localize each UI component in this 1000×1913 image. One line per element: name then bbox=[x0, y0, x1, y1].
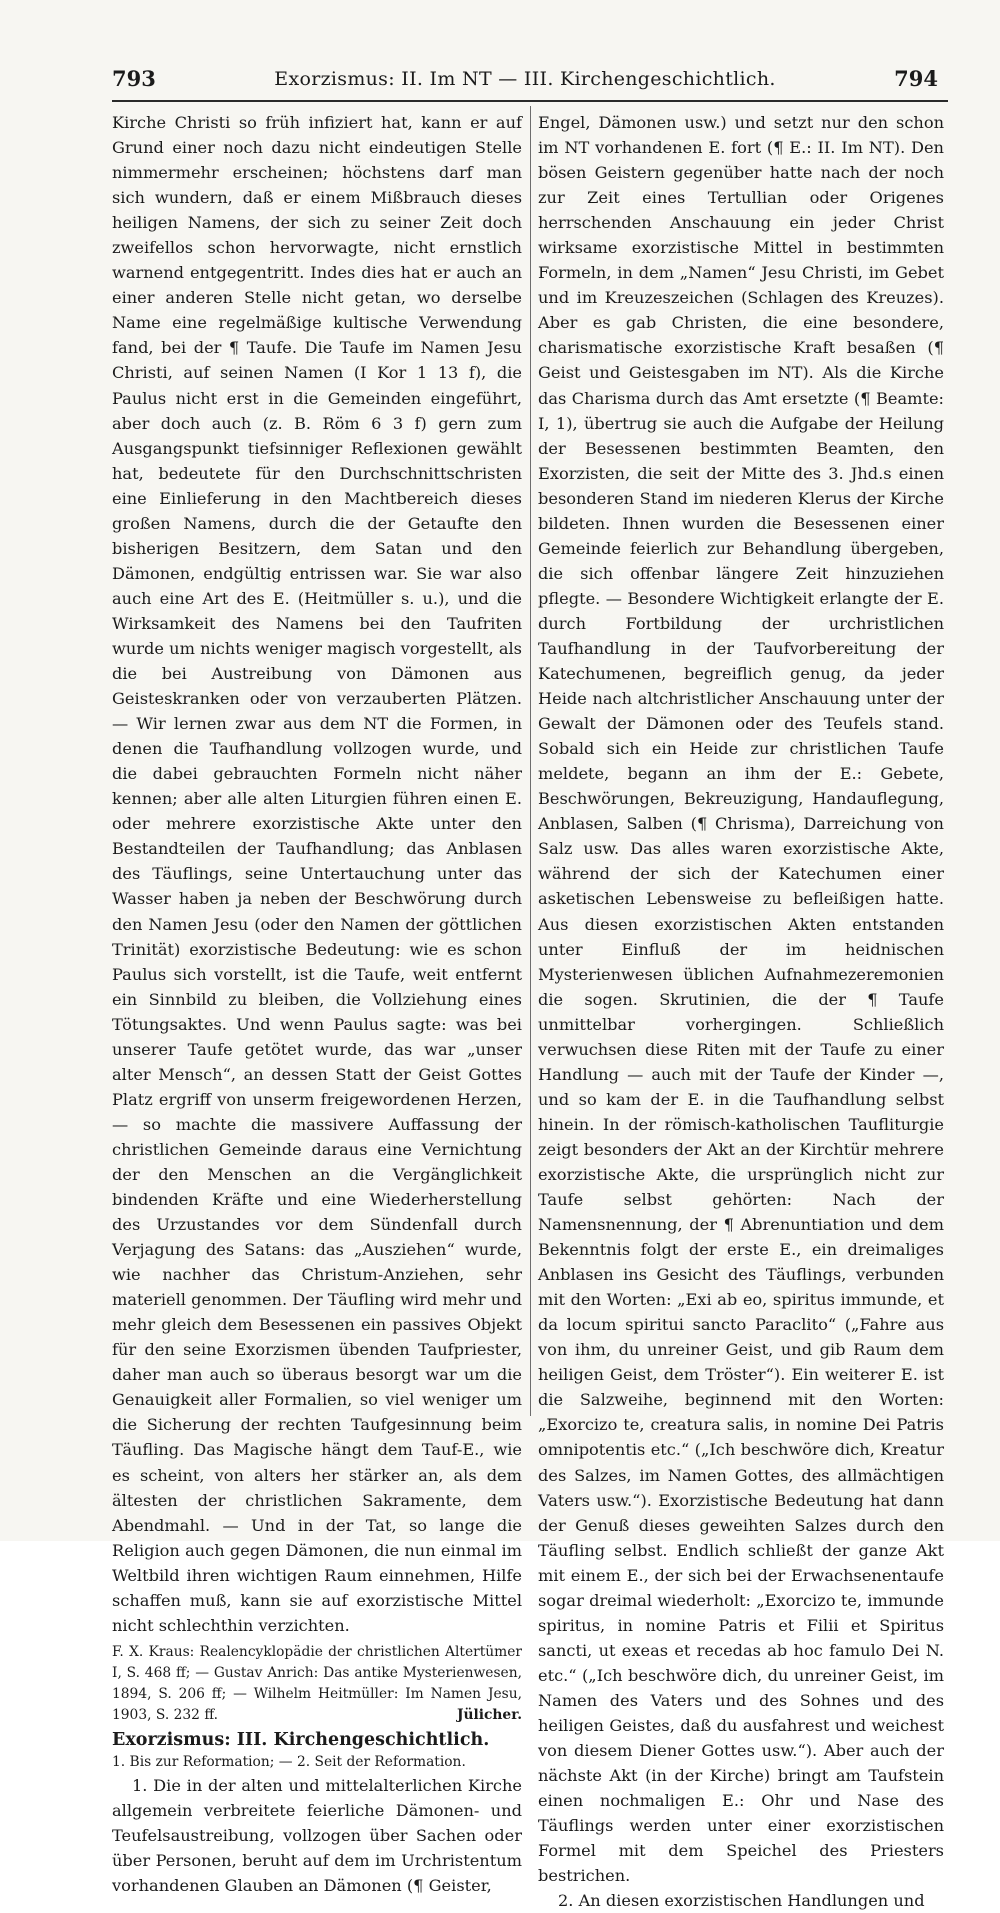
section-body-text: 1. Die in der alten und mittelalterlichen Kirche allgemein verbreitete feierliche Dämonen- und Teufelsaustreibung, vollzogen über Sachen oder über Personen, beruht auf dem im Urchristentum vorhandenen Glauben an Dämonen (¶ Geister, bbox=[112, 1775, 522, 1896]
section-title: Exorzismus: III. Kirchengeschichtlich. bbox=[112, 1729, 490, 1750]
next-paragraph-text: 2. An diesen exorzistischen Handlungen und bbox=[558, 1891, 925, 1911]
left-body-text: Kirche Christi so früh infiziert hat, kann er auf Grund einer noch dazu nicht eindeutigen Stelle nimmermehr erscheinen; höchstens darf man sich wundern, daß er einem Mißbrauch dieses heiligen Namens, der sich zu seiner Zeit doch zweifellos schon hervorwagte, nicht ernstlich warnend entgegentritt. Indes dies hat er auch an einer anderen Stelle nicht getan, wo derselbe Name eine regelmäßige kultische Verwendung fand, bei der ¶ Taufe. Die Taufe im Namen Jesu Christi, auf seinen Namen (I Kor 1 13 f), die Paulus nicht erst in die Gemeinden eingeführt, aber doch auch (z. B. Röm 6 3 f) gern zum Ausgangspunkt tiefsinniger Reflexionen gewählt hat, bedeutete für den Durchschnittschristen eine Einlieferung in den Machtbereich dieses großen Namens, durch die der Getaufte den bisherigen Besitzern, dem Satan und den Dämonen, endgültig entrissen war. Sie war also auch eine Art des E. (Heitmüller s. u.), und die Wirksamkeit des Namens bei den Taufriten wurde um nichts weniger magisch vorgestellt, als die bei Austreibung von Dämonen aus Geisteskranken oder von verzauberten Plätzen. — Wir lernen zwar aus dem NT die Formen, in denen die Taufhandlung vollzogen wurde, und die dabei gebrauchten Formeln nicht näher kennen; aber alle alten Liturgien führen einen E. oder mehrere exorzistische Akte unter den Bestandteilen der Taufhandlung; das Anblasen des Täuflings, seine Untertauchung unter das Wasser haben ja neben der Beschwörung durch den Namen Jesu (oder den Namen der göttlichen Trinität) exorzistische Bedeutung: wie es schon Paulus sich vorstellt, ist die Taufe, weit entfernt ein Sinnbild zu bleiben, die Vollziehung eines Tötungsaktes. Und wenn Paulus sagte: was bei unserer Taufe getötet wurde, das war „unser alter Mensch“, an dessen Statt der Geist Gottes Platz ergriff von unserm freigewordenen Herzen, — so machte die massivere Auffassung der christlichen Gemeinde daraus eine Vernichtung der den Menschen an die Vergänglichkeit bindenden Kräfte und eine Wiederherstellung des Urzustandes vor dem Sündenfall durch Verjagung des Satans: das „Ausziehen“ wurde, wie nachher das Christum-Anziehen, sehr materiell genommen. Der Täufling wird mehr und mehr gleich dem Besessenen ein passives Objekt für den seine Exorzismen übenden Taufpriester, daher man auch so überaus besorgt war um die Genauigkeit aller Formalien, so viel weniger um die Sicherung der rechten Taufgesinnung beim Täufling. Das Magische hängt dem Tauf-E., wie es scheint, von alters her stärker an, als dem ältesten der christlichen Sakramente, dem Abendmahl. — Und in der Tat, so lange die Religion auch gegen Dämonen, die nun einmal im Weltbild ihren wichtigen Raum einnehmen, Hilfe schaffen muß, kann sie auf exorzistische Mittel nicht schlechthin verzichten. bbox=[112, 113, 522, 1635]
page-number-left: 793 bbox=[112, 66, 156, 91]
reference-list: F. X. Kraus: Realencyklopädie der christlichen Altertümer I, S. 468 ff; — Gustav Anrich: Das antike Mysterienwesen, 1894, S. 206 ff; — Wilhelm Heitmüller: Im Namen Jesu, 1903, S. 232 ff. bbox=[112, 1643, 522, 1723]
right-body-text: Engel, Dämonen usw.) und setzt nur den schon im NT vorhandenen E. fort (¶ E.: II. Im NT). Den bösen Geistern gegenüber hatte nach der noch zur Zeit eines Tertullian oder Origenes herrschenden Anschauung ein jeder Christ wirksame exorzistische Mittel in bestimmten Formeln, in dem „Namen“ Jesu Christi, im Gebet und im Kreuzeszeichen (Schlagen des Kreuzes). Aber es gab Christen, die eine besondere, charismatische exorzistische Kraft besaßen (¶ Geist und Geistesgaben im NT). Als die Kirche das Charisma durch das Amt ersetzte (¶ Beamte: I, 1), übertrug sie auch die Aufgabe der Heilung der Besessenen bestimmten Beamten, den Exorzisten, die seit der Mitte des 3. Jhd.s einen besonderen Stand im niederen Klerus der Kirche bildeten. Ihnen wurden die Besessenen einer Gemeinde feierlich zur Behandlung übergeben, die sich offenbar längere Zeit hinzuziehen pflegte. — Besondere Wichtigkeit erlangte der E. durch Fortbildung der urchristlichen Taufhandlung in der Taufvorbereitung der Katechumenen, begreiflich genug, da jeder Heide nach altchristlicher Anschauung unter der Gewalt der Dämonen oder des Teufels stand. Sobald sich ein Heide zur christlichen Taufe meldete, begann an ihm der E.: Gebete, Beschwörungen, Bekreuzigung, Handauflegung, Anblasen, Salben (¶ Chrisma), Darreichung von Salz usw. Das alles waren exorzistische Akte, während der sich der Katechumen einer asketischen Lebensweise zu befleißigen hatte. Aus diesen exorzistischen Akten entstanden unter Einfluß der im heidnischen Mysterienwesen üblichen Aufnahmezeremonien die sogen. Skrutinien, die der ¶ Taufe unmittelbar vorhergingen. Schließlich verwuchsen diese Riten mit der Taufe zu einer Handlung — auch mit der Taufe der Kinder —, und so kam der E. in die Taufhandlung selbst hinein. In der römisch-katholischen Taufliturgie zeigt besonders der Akt an der Kirchtür mehrere exorzistische Akte, die ursprünglich nicht zur Taufe selbst gehörten: Nach der Namensnennung, der ¶ Abrenuntiation und dem Bekenntnis folgt der erste E., ein dreimaliges Anblasen ins Gesicht des Täuflings, verbunden mit den Worten: „Exi ab eo, spiritus immunde, et da locum spiritui sancto Paraclito“ („Fahre aus von ihm, du unreiner Geist, und gib Raum dem heiligen Geist, dem Tröster“). Ein weiterer E. ist die Salzweihe, beginnend mit den Worten: „Exorcizo te, creatura salis, in nomine Dei Patris omnipotentis etc.“ („Ich beschwöre dich, Kreatur des Salzes, im Namen Gottes, des allmächtigen Vaters usw.“). Exorzistische Bedeutung hat dann der Genuß dieses geweihten Salzes durch den Täufling selbst. Endlich schließt der ganze Akt mit einem E., der sich bei der Erwachsenentaufe sogar dreimal wiederholt: „Exorcizo te, immunde spiritus, in nomine Patris et Filii et Spiritus sancti, ut exeas et recedas ab hoc famulo Dei N. etc.“ („Ich beschwöre dich, du unreiner Geist, im Namen des Vaters und des Sohnes und des heiligen Geistes, daß du ausfahrest und weichest von diesem Diener Gottes usw.“). Aber auch der nächste Akt (in der Kirche) bringt am Taufstein einen nochmaligen E.: Ohr und Nase des Täuflings werden unter einer exorzistischen Formel mit dem Speichel des Priesters bestrichen. bbox=[538, 113, 944, 1886]
references bbox=[112, 1642, 522, 1726]
section-subtitle: 1. Bis zur Reformation; — 2. Seit der Reformation. bbox=[112, 1753, 466, 1770]
column-divider bbox=[530, 106, 531, 1416]
running-title: Exorzismus: II. Im NT — III. Kirchengeschichtlich. bbox=[274, 68, 776, 90]
author-signature: Jülicher. bbox=[456, 1706, 522, 1723]
page-number-right: 794 bbox=[894, 66, 938, 91]
page-header bbox=[112, 66, 938, 100]
header-rule bbox=[112, 100, 948, 102]
left-column bbox=[112, 110, 522, 1898]
right-column bbox=[538, 110, 944, 1913]
